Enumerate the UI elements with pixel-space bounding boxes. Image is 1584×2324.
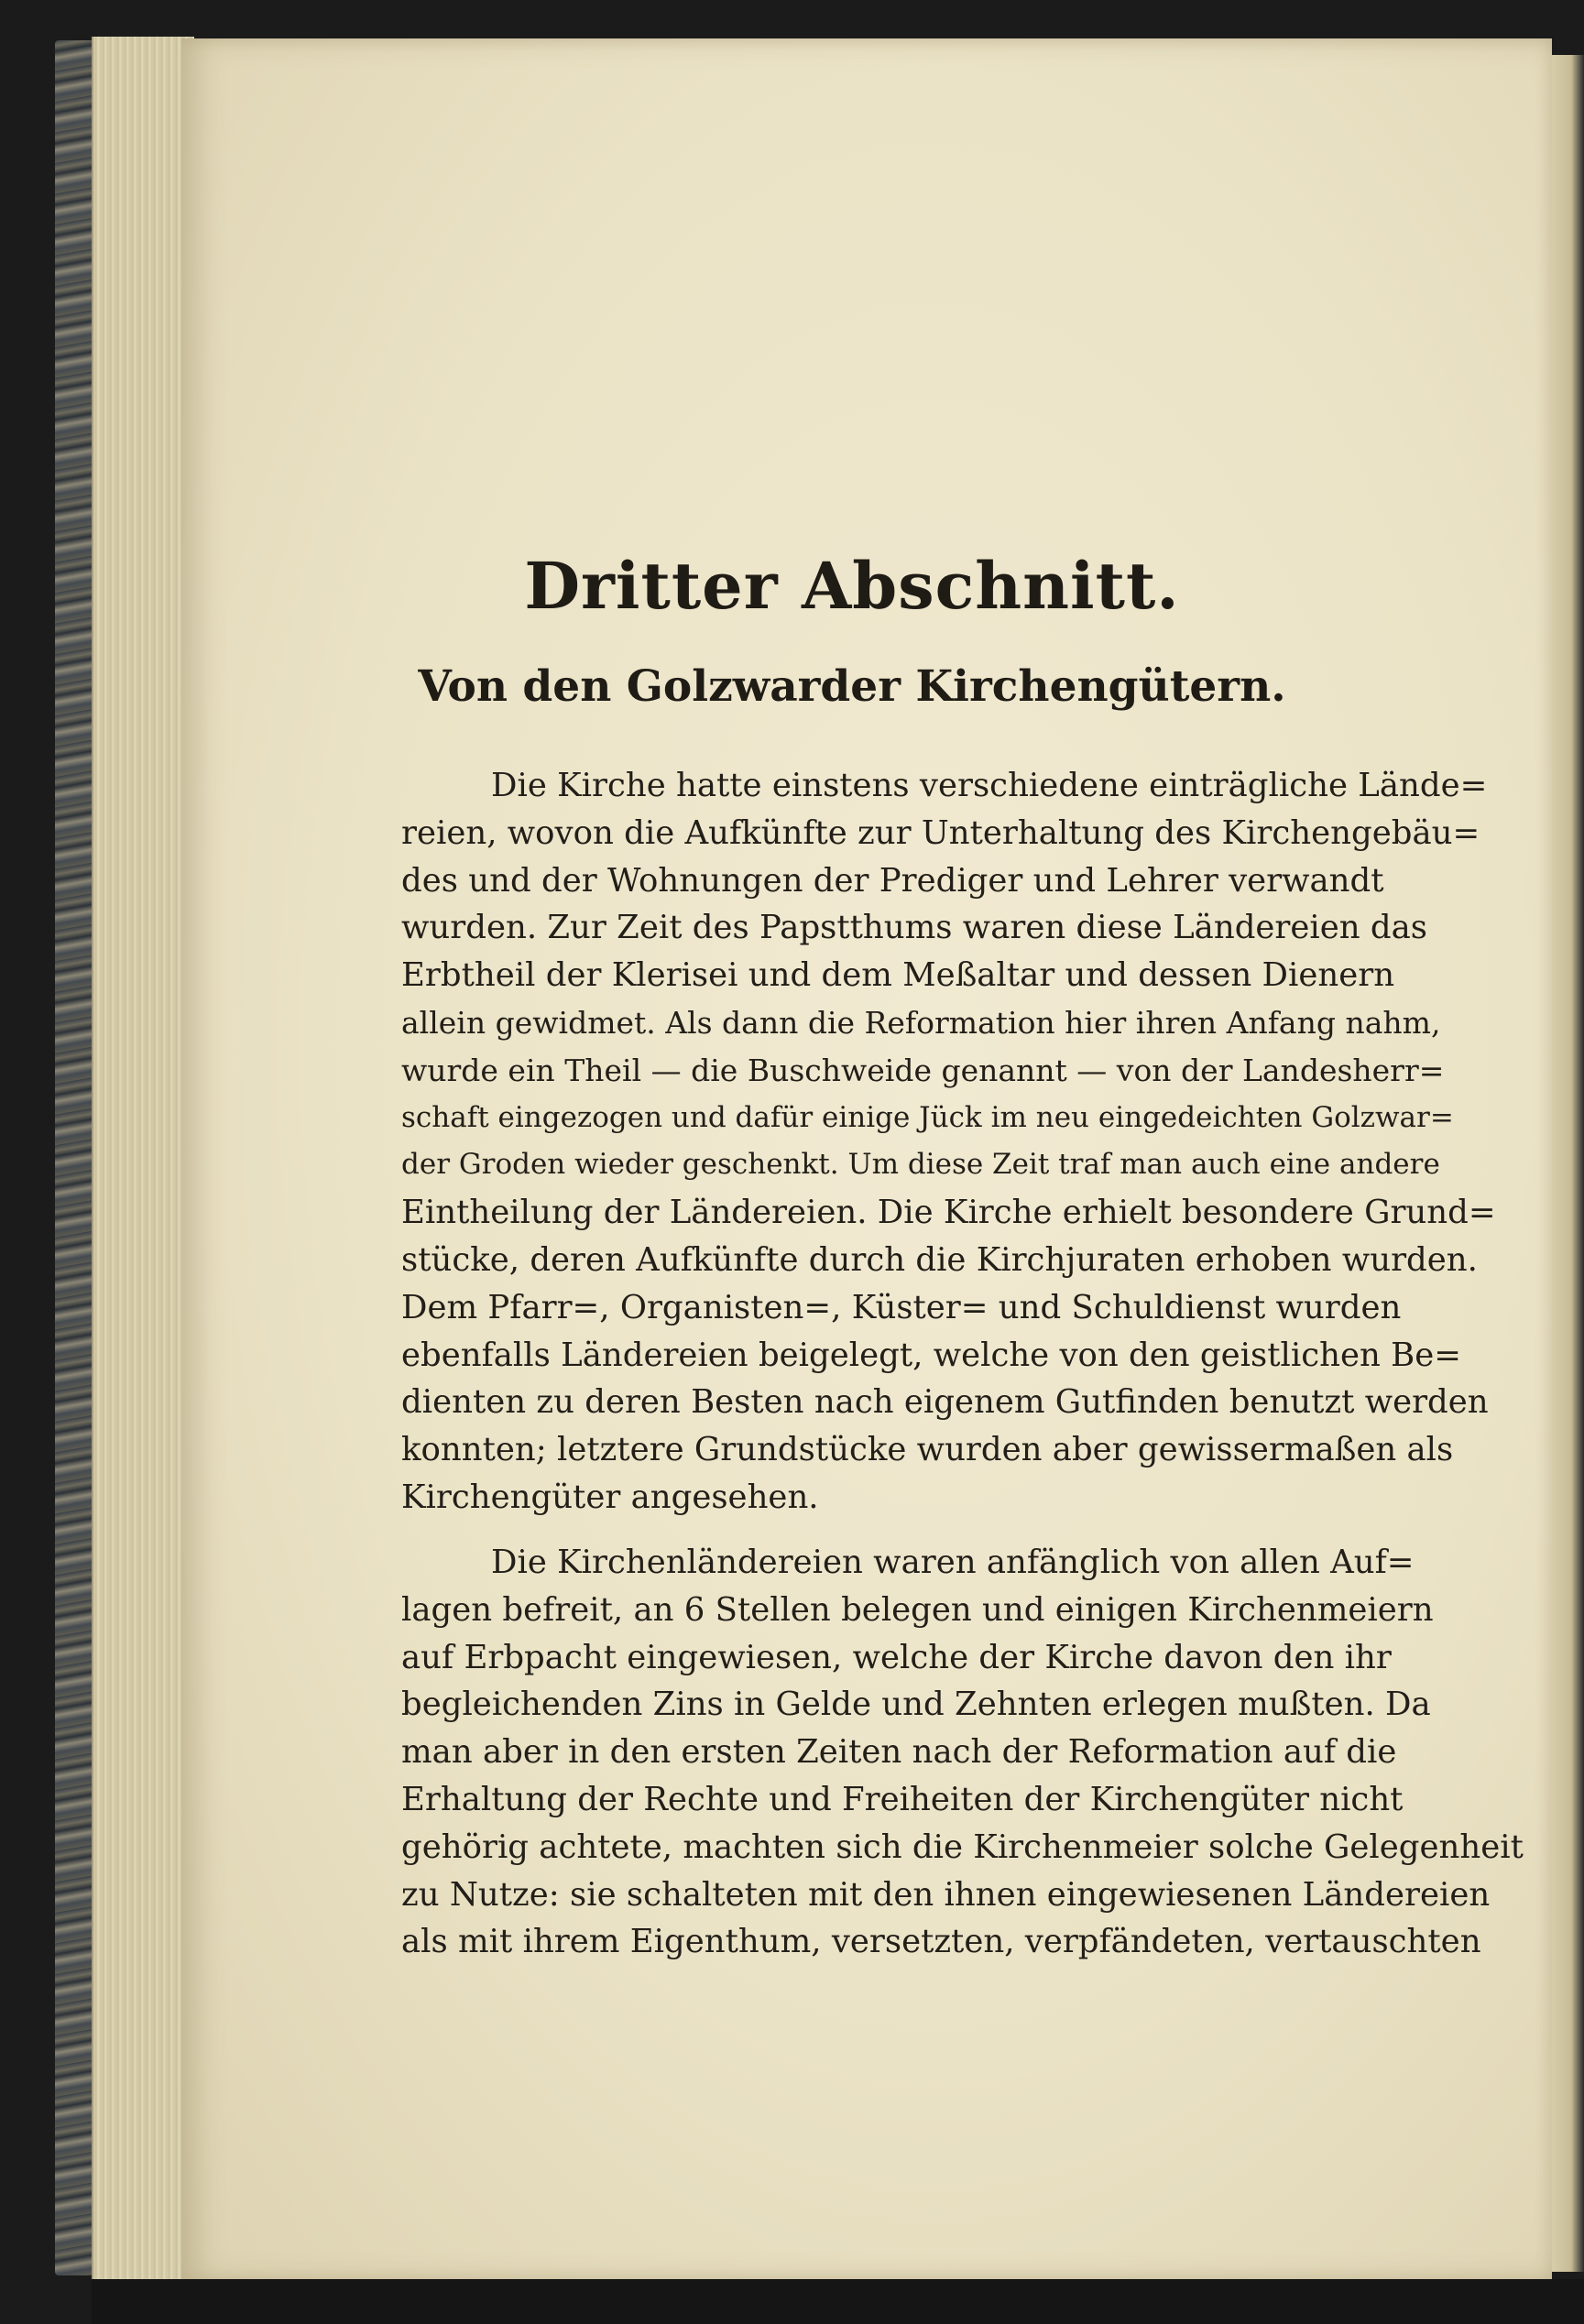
page-stack-edge <box>92 37 194 2281</box>
text-line: reien, wovon die Aufkünfte zur Unterhaltung des Kirchengebäu= <box>401 813 1480 852</box>
scan-background <box>92 2279 1584 2324</box>
text-line: auf Erbpacht eingewiesen, welche der Kirche davon den ihr <box>401 1638 1392 1676</box>
text-line: gehörig achtete, machten sich die Kirchenmeier solche Gelegenheit <box>401 1828 1524 1866</box>
text-line: als mit ihrem Eigenthum, versetzten, verpfändeten, vertauschten <box>401 1923 1481 1961</box>
text-line: allein gewidmet. Als dann die Reformation hier ihren Anfang nahm, <box>401 1004 1441 1041</box>
text-line: konnten; letztere Grundstücke wurden aber gewissermaßen als <box>401 1431 1454 1469</box>
text-line: zu Nutze: sie schalteten mit den ihnen eingewiesenen Ländereien <box>401 1875 1491 1914</box>
text-line: Die Kirchenländereien waren anfänglich von allen Auf= <box>491 1544 1415 1581</box>
text-line: dienten zu deren Besten nach eigenem Gutfinden benutzt werden <box>401 1383 1489 1422</box>
paragraph-1 <box>401 762 1496 1522</box>
text-line: des und der Wohnungen der Prediger und Lehrer verwandt <box>401 861 1384 900</box>
text-line: schaft eingezogen und dafür einige Jück im neu eingedeichten Golzwar= <box>401 1100 1454 1134</box>
text-line: Die Kirche hatte einstens verschiedene einträgliche Lände= <box>491 767 1488 804</box>
text-line: Erhaltung der Rechte und Freiheiten der Kirchengüter nicht <box>401 1780 1404 1818</box>
text-line: wurden. Zur Zeit des Papstthums waren diese Ländereien das <box>401 909 1428 947</box>
text-line: der Groden wieder geschenkt. Um diese Zeit traf man auch eine andere <box>401 1148 1440 1182</box>
text-line: Eintheilung der Ländereien. Die Kirche erhielt besondere Grund= <box>401 1194 1496 1232</box>
chapter-subtitle: Von den Golzwarder Kirchengütern. <box>418 661 1286 712</box>
text-line: ebenfalls Ländereien beigelegt, welche von den geistlichen Be= <box>401 1336 1461 1374</box>
chapter-title: Dritter Abschnitt. <box>524 548 1180 624</box>
text-line: begleichenden Zins in Gelde und Zehnten erlegen mußten. Da <box>401 1686 1431 1724</box>
facing-page-edge <box>1552 55 1584 2272</box>
paragraph-2 <box>401 1539 1524 1966</box>
text-line: Dem Pfarr=, Organisten=, Küster= und Schuldienst wurden <box>401 1288 1402 1326</box>
text-line: Kirchengüter angesehen. <box>401 1478 819 1516</box>
text-line: man aber in den ersten Zeiten nach der Reformation auf die <box>401 1733 1397 1772</box>
text-line: wurde ein Theil — die Buschweide genannt — von der Landesherr= <box>401 1052 1445 1088</box>
text-line: lagen befreit, an 6 Stellen belegen und einigen Kirchenmeiern <box>401 1590 1434 1629</box>
text-line: Erbtheil der Klerisei und dem Meßaltar und dessen Dienern <box>401 956 1395 995</box>
text-line: stücke, deren Aufkünfte durch die Kirchjuraten erhoben wurden. <box>401 1240 1478 1279</box>
